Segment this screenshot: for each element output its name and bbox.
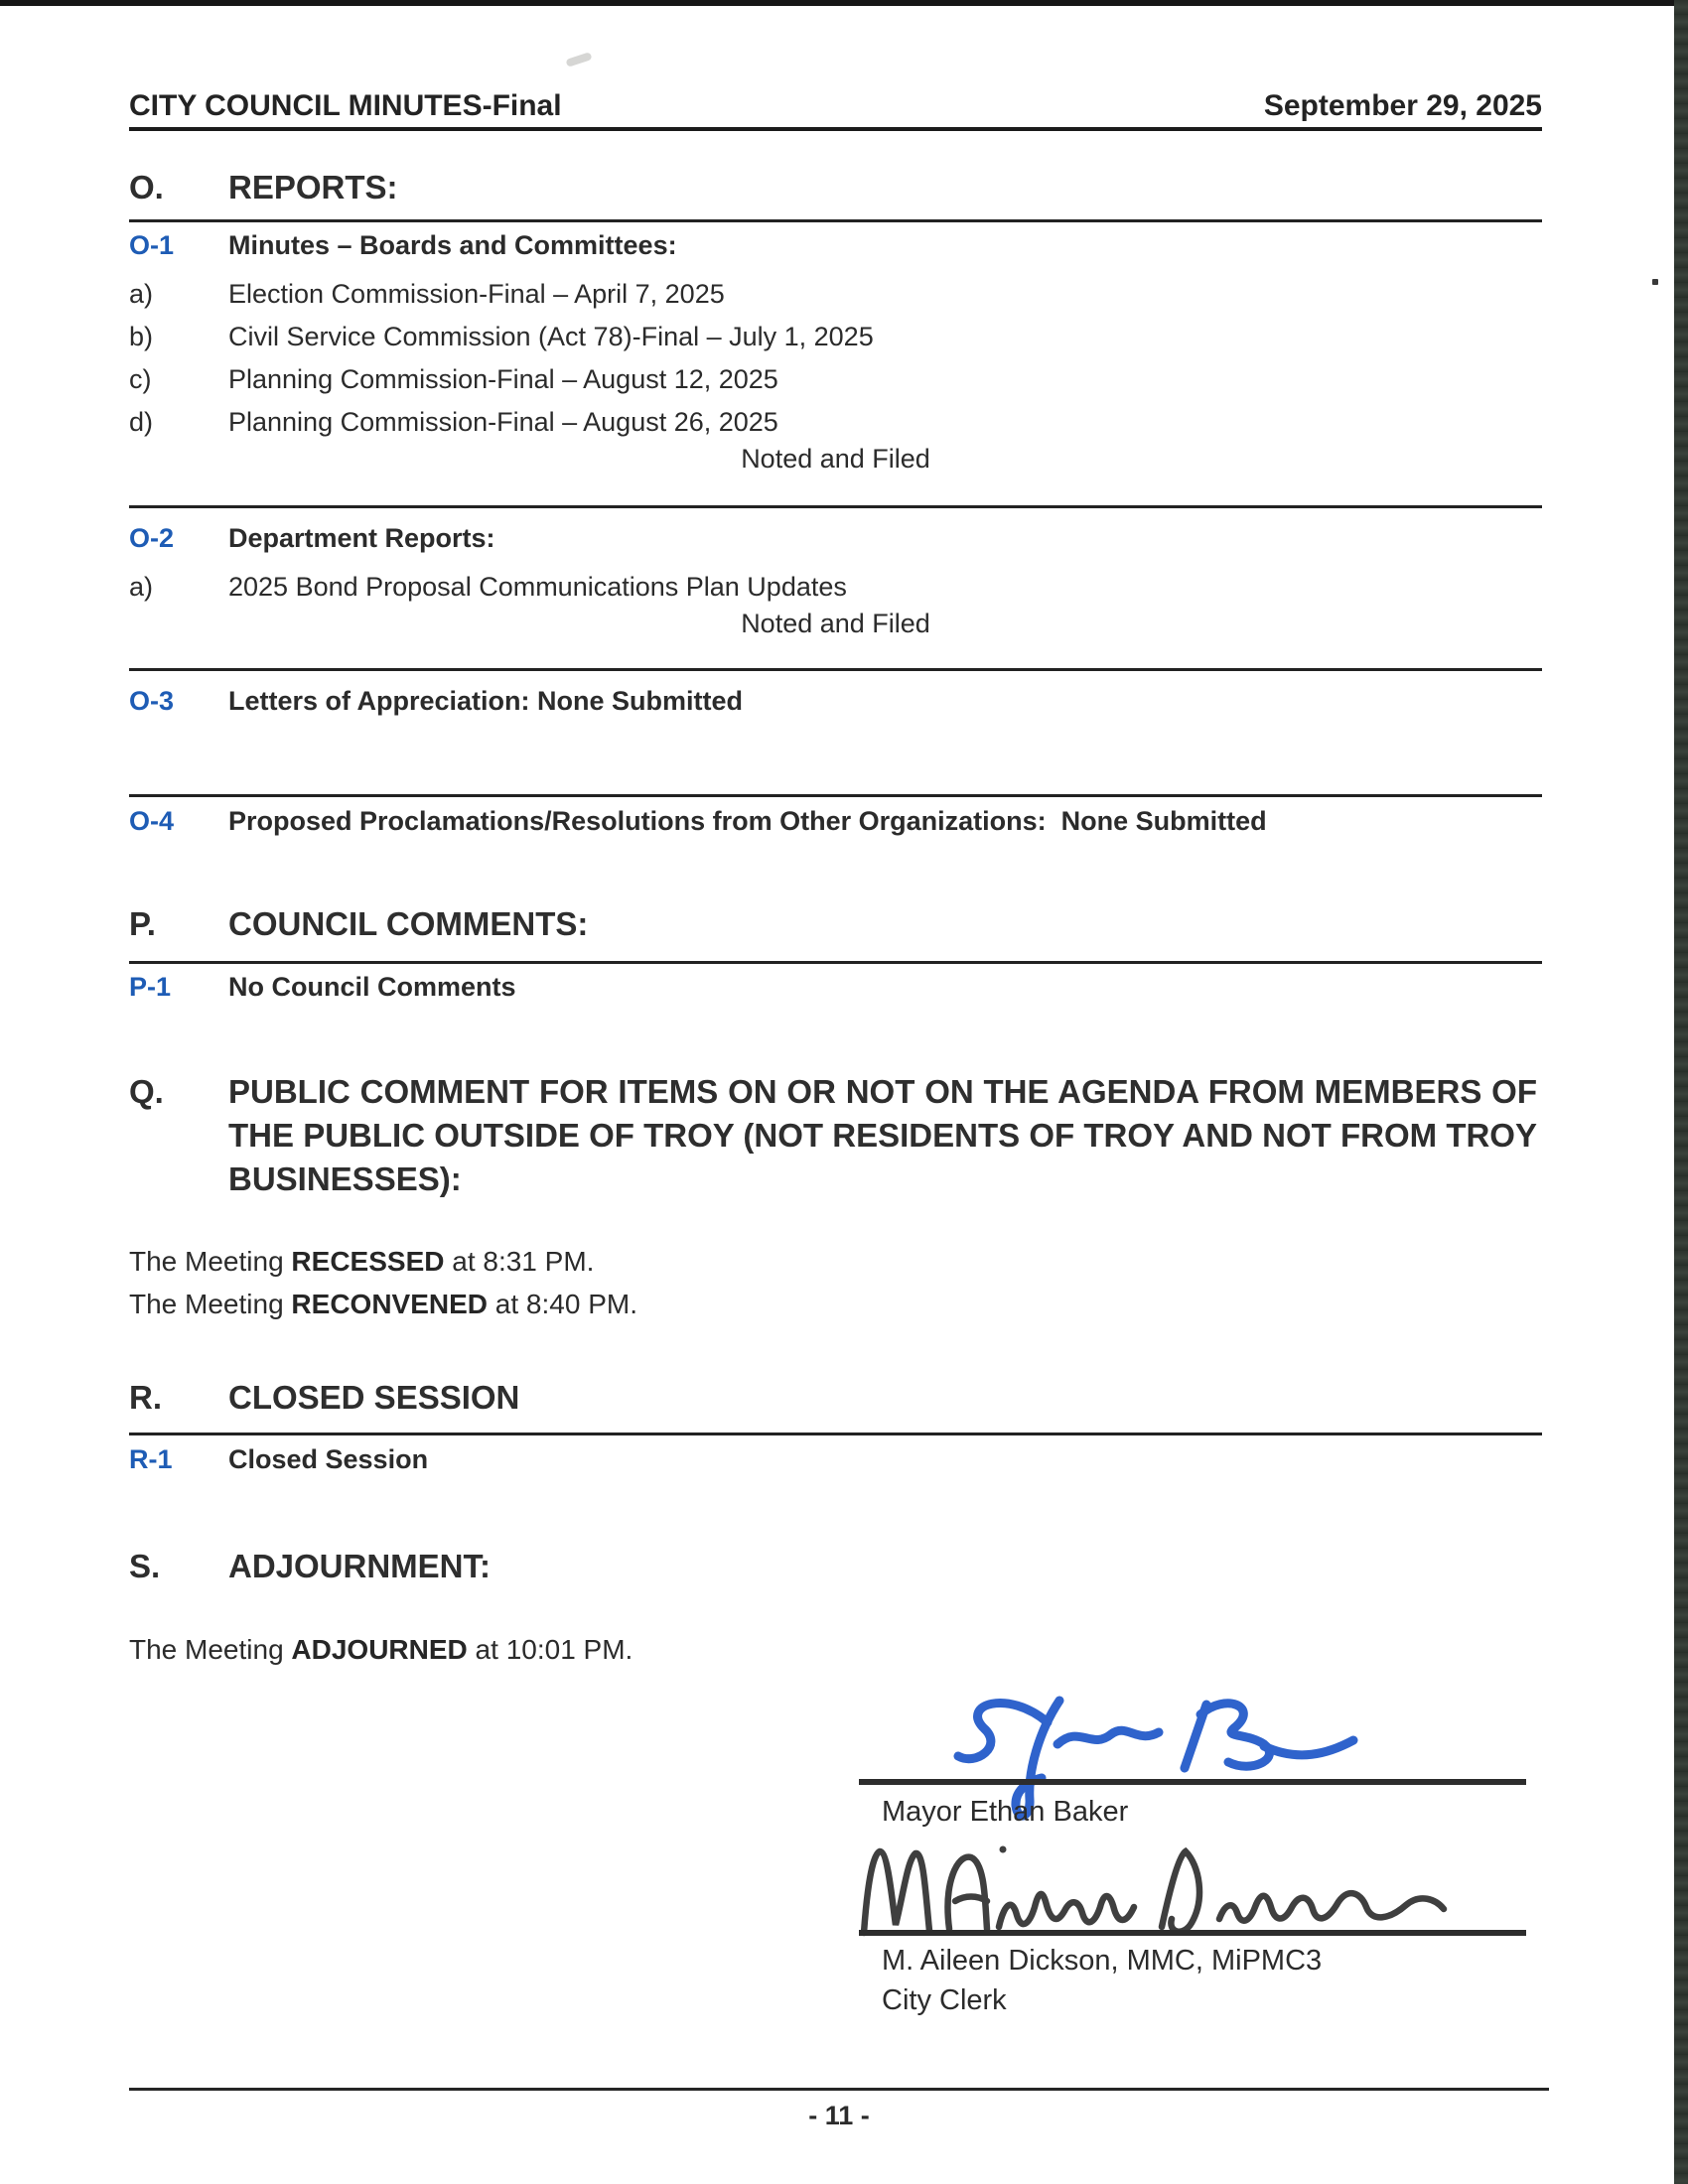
item-number: P-1 (129, 972, 172, 1002)
section-letter: Q. (129, 1073, 164, 1110)
clerk-signature-title: City Clerk (882, 1984, 1007, 2016)
list-item-text: Civil Service Commission (Act 78)-Final – July 1, 2025 (228, 322, 874, 351)
item-number: O-3 (129, 686, 175, 716)
list-item-text: Planning Commission-Final – August 26, 2025 (228, 407, 778, 437)
page-number: - 11 - (808, 2101, 870, 2130)
document-date: September 29, 2025 (1263, 89, 1542, 122)
list-item-label: a) (129, 279, 154, 309)
divider (129, 219, 1542, 222)
item-row-o1 (129, 229, 1542, 261)
section-heading-adjournment (129, 1548, 1542, 1585)
item-title: No Council Comments (228, 972, 516, 1002)
item-row-o3 (129, 685, 1542, 717)
page-header (129, 89, 1542, 131)
item-number: R-1 (129, 1444, 173, 1474)
item-row-p1 (129, 971, 1542, 1003)
mayor-signature-line (859, 1779, 1526, 1785)
recess-paragraph (129, 1240, 1542, 1325)
item-number: O-4 (129, 806, 175, 836)
list-item (129, 401, 1542, 444)
item-title: Department Reports: (228, 523, 495, 553)
section-letter: S. (129, 1548, 161, 1584)
list-item (129, 273, 1542, 316)
list-item-label: b) (129, 322, 154, 351)
footer-divider (129, 2088, 1549, 2091)
clerk-signature-line (859, 1930, 1526, 1936)
item-number: O-2 (129, 523, 175, 553)
document-title: CITY COUNCIL MINUTES-Final (129, 89, 562, 122)
list-item-label: a) (129, 572, 154, 602)
clerk-signature-image (852, 1842, 1458, 1941)
section-heading-council-comments (129, 905, 1542, 943)
reconvened-line: The Meeting RECONVENED at 8:40 PM. (129, 1289, 637, 1319)
divider (129, 505, 1542, 508)
divider (129, 1433, 1542, 1435)
disposition-noted-filed: Noted and Filed (741, 609, 930, 638)
section-letter: R. (129, 1379, 162, 1416)
list-item-label: d) (129, 407, 154, 437)
clerk-signature-name: M. Aileen Dickson, MMC, MiPMC3 (882, 1945, 1323, 1977)
list-item (129, 316, 1542, 358)
list-item-label: c) (129, 364, 152, 394)
item-number: O-1 (129, 230, 175, 260)
disposition-noted-filed: Noted and Filed (741, 444, 930, 474)
o1-items (129, 273, 1542, 444)
list-item-text: Election Commission-Final – April 7, 2025 (228, 279, 725, 309)
list-item-text: Planning Commission-Final – August 12, 2025 (228, 364, 778, 394)
item-title: Proposed Proclamations/Resolutions from Other Organizations: None Submitted (228, 806, 1267, 836)
scan-edge-top-artifact (0, 0, 1688, 6)
adjourn-paragraph: The Meeting ADJOURNED at 10:01 PM. (129, 1634, 633, 1665)
item-row-o2 (129, 522, 1542, 554)
section-heading-reports (129, 169, 1542, 206)
section-heading-public-comment (129, 1070, 1542, 1201)
recessed-line: The Meeting RECESSED at 8:31 PM. (129, 1246, 595, 1277)
scan-smudge (565, 52, 592, 68)
section-title: ADJOURNMENT: (228, 1548, 491, 1584)
list-item-text: 2025 Bond Proposal Communications Plan Updates (228, 572, 847, 602)
section-heading-closed-session (129, 1379, 1542, 1417)
section-title: REPORTS: (228, 169, 398, 205)
section-title: CLOSED SESSION (228, 1379, 520, 1416)
section-title: PUBLIC COMMENT FOR ITEMS ON OR NOT ON THE AGENDA FROM MEMBERS OF THE PUBLIC OUTSIDE OF TROY (NOT RESIDENTS OF TROY AND NOT FROM TROY BUSINESSES): (228, 1073, 1537, 1197)
list-item (129, 358, 1542, 401)
list-item (129, 566, 1542, 609)
scan-speck (1652, 279, 1658, 285)
item-row-r1 (129, 1443, 1542, 1475)
scan-edge-right-artifact (1674, 0, 1688, 2184)
item-title: Letters of Appreciation: None Submitted (228, 686, 744, 716)
section-letter: P. (129, 905, 156, 942)
mayor-signature-name: Mayor Ethan Baker (882, 1796, 1129, 1828)
divider (129, 961, 1542, 964)
item-title: Minutes – Boards and Committees: (228, 230, 677, 260)
item-row-o4 (129, 805, 1542, 837)
section-title: COUNCIL COMMENTS: (228, 905, 589, 942)
section-letter: O. (129, 169, 164, 205)
divider (129, 794, 1542, 797)
divider (129, 668, 1542, 671)
o2-items (129, 566, 1542, 609)
item-title: Closed Session (228, 1444, 429, 1474)
